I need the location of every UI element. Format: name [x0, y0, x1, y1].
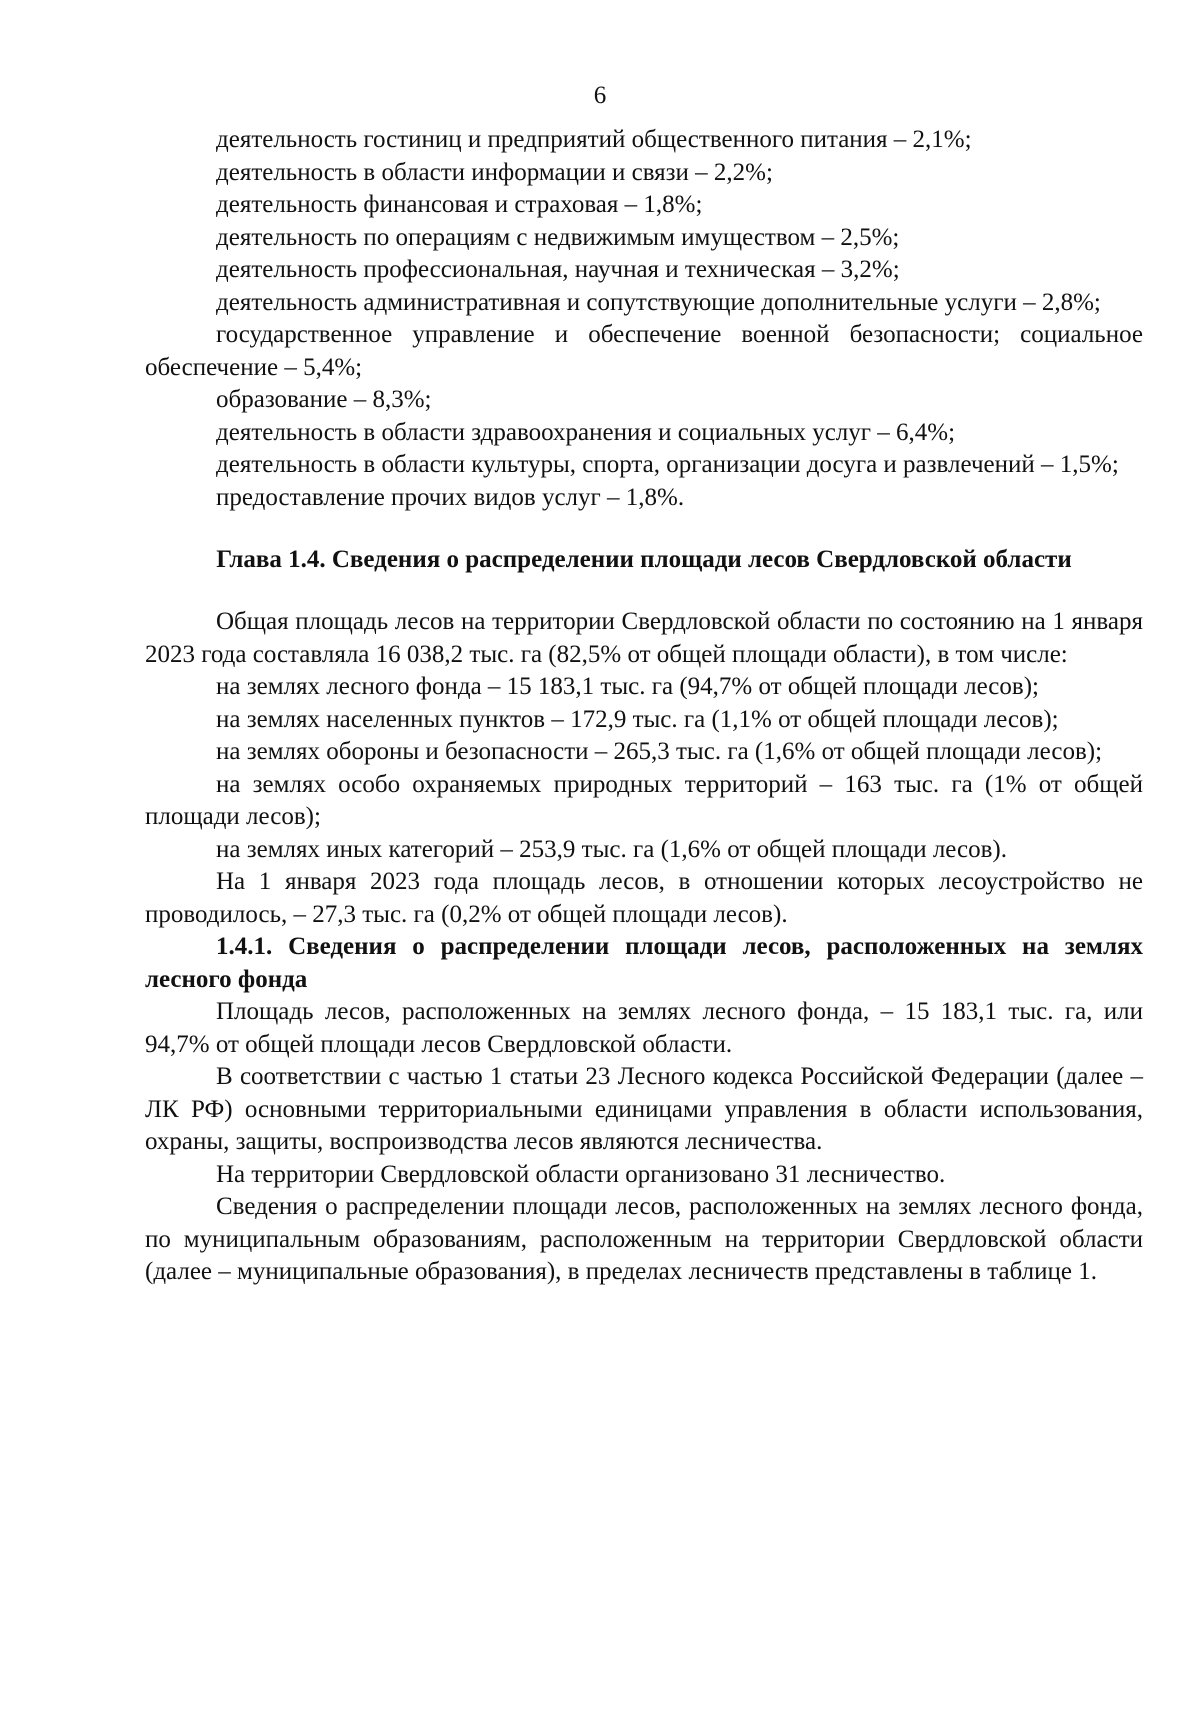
list-item: деятельность в области культуры, спорта, организации досуга и развлечений – 1,5%; [216, 451, 1119, 478]
list-item: деятельность в области здравоохранения и социальных услуг – 6,4%; [216, 418, 956, 446]
paragraph: На 1 января 2023 года площадь лесов, в отношении которых лесоустройство не проводилось, – 27,3 тыс. га (0,2% от общей площади лесов). [145, 868, 1143, 928]
list-item: деятельность финансовая и страховая – 1,8%; [216, 191, 703, 218]
list-item: деятельность профессиональная, научная и техническая – 3,2%; [216, 256, 900, 283]
list-item: деятельность административная и сопутствующие дополнительные услуги – 2,8%; [216, 288, 1101, 316]
list-item: деятельность гостиниц и предприятий общественного питания – 2,1%; [216, 126, 972, 153]
paragraph: на землях обороны и безопасности – 265,3 тыс. га (1,6% от общей площади лесов); [216, 738, 1103, 765]
paragraph: Сведения о распределении площади лесов, расположенных на землях лесного фонда, по муниципальным образованиям, расположенным на территории Свердловской области (далее – муниципальные образования), в пределах лесничеств представлены в таблице 1. [145, 1193, 1143, 1285]
page-number: 6 [593, 82, 607, 109]
list-item: деятельность в области информации и связи – 2,2%; [216, 158, 773, 186]
economic-activity-list [145, 124, 1143, 514]
paragraph: Общая площадь лесов на территории Свердловской области по состоянию на 1 января 2023 года составляла 16 038,2 тыс. га (82,5% от общей площади области), в том числе: [145, 608, 1143, 668]
paragraph: на землях иных категорий – 253,9 тыс. га (1,6% от общей площади лесов). [216, 835, 1008, 863]
list-item: предоставление прочих видов услуг – 1,8%. [216, 483, 685, 511]
paragraph: на землях лесного фонда – 15 183,1 тыс. га (94,7% от общей площади лесов); [216, 673, 1039, 700]
paragraph: В соответствии с частью 1 статьи 23 Лесного кодекса Российской Федерации (далее – ЛК РФ) основными территориальными единицами управления в области использования, охраны, защиты, воспроизводства лесов являются лесничества. [145, 1063, 1143, 1155]
document-body [145, 124, 1143, 1289]
paragraph: На территории Свердловской области организовано 31 лесничество. [216, 1160, 946, 1188]
subsection-heading: 1.4.1. Сведения о распределении площади лесов, расположенных на землях лесного фонда [145, 933, 1143, 993]
list-item: государственное управление и обеспечение военной безопасности; социальное обеспечение – 5,4%; [145, 321, 1143, 381]
list-item: образование – 8,3%; [216, 386, 432, 413]
chapter-heading: Глава 1.4. Сведения о распределении площади лесов Свердловской области [216, 546, 1072, 573]
subsection [145, 996, 1143, 1289]
chapter-section [145, 606, 1143, 931]
paragraph: на землях особо охраняемых природных территорий – 163 тыс. га (1% от общей площади лесов); [145, 770, 1143, 830]
paragraph: на землях населенных пунктов – 172,9 тыс. га (1,1% от общей площади лесов); [216, 705, 1059, 733]
paragraph: Площадь лесов, расположенных на землях лесного фонда, – 15 183,1 тыс. га, или 94,7% от общей площади лесов Свердловской области. [145, 998, 1143, 1058]
list-item: деятельность по операциям с недвижимым имуществом – 2,5%; [216, 223, 900, 251]
